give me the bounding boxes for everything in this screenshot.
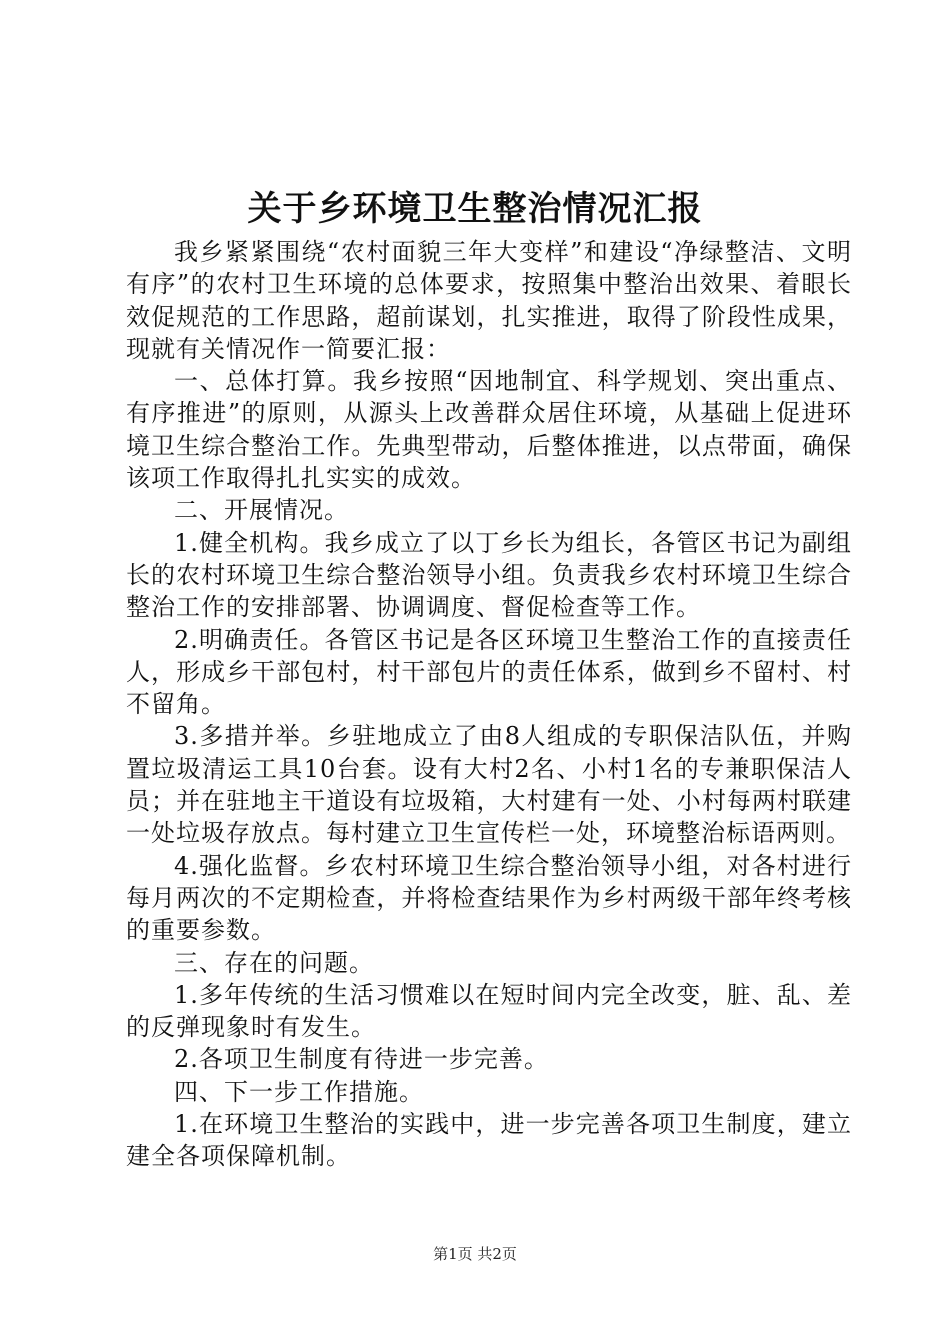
paragraph-supervision: 4.强化监督。乡农村环境卫生综合整治领导小组，对各村进行每月两次的不定期检查，并将检查结果作为乡村两级干部年终考核的重要参数。 [126,851,852,945]
heading-next-steps: 四、下一步工作措施。 [174,1077,424,1106]
paragraph-problem-systems: 2.各项卫生制度有待进一步完善。 [174,1045,549,1074]
page-number-footer: 第1页 共2页 [433,1245,517,1263]
document-body [126,236,852,1173]
document-title: 关于乡环境卫生整治情况汇报 [247,189,703,229]
paragraph-intro: 我乡紧紧围绕“农村面貌三年大变样”和建设“净绿整洁、文明有序”的农村卫生环境的总体要求，按照集中整治出效果、着眼长效促规范的工作思路，超前谋划，扎实推进，取得了阶段性成果，现就有关情况作一简要汇报： [126,238,852,363]
paragraph-organization: 1.健全机构。我乡成立了以丁乡长为组长，各管区书记为副组长的农村环境卫生综合整治领导小组。负责我乡农村环境卫生综合整治工作的安排部署、协调调度、督促检查等工作。 [126,528,852,622]
paragraph-measures: 3.多措并举。乡驻地成立了由8人组成的专职保洁队伍，并购置垃圾清运工具10台套。设有大村2名、小村1名的专兼职保洁人员；并在驻地主干道设有垃圾箱，大村建有一处、小村每两村联建一处垃圾存放点。每村建立卫生宣传栏一处，环境整治标语两则。 [126,722,852,848]
heading-problems: 三、存在的问题。 [174,948,374,977]
paragraph-next-step-1: 1.在环境卫生整治的实践中，进一步完善各项卫生制度，建立建全各项保障机制。 [126,1110,852,1171]
paragraph-responsibility: 2.明确责任。各管区书记是各区环境卫生整治工作的直接责任人，形成乡干部包村，村干部包片的责任体系，做到乡不留村、村不留角。 [126,625,852,719]
paragraph-overall-plan: 一、总体打算。我乡按照“因地制宜、科学规划、突出重点、有序推进”的原则，从源头上改善群众居住环境，从基础上促进环境卫生综合整治工作。先典型带动，后整体推进，以点带面，确保该项工作取得扎扎实实的成效。 [126,367,852,493]
heading-progress: 二、开展情况。 [174,496,349,525]
paragraph-problem-habits: 1.多年传统的生活习惯难以在短时间内完全改变，脏、乱、差的反弹现象时有发生。 [126,980,852,1042]
